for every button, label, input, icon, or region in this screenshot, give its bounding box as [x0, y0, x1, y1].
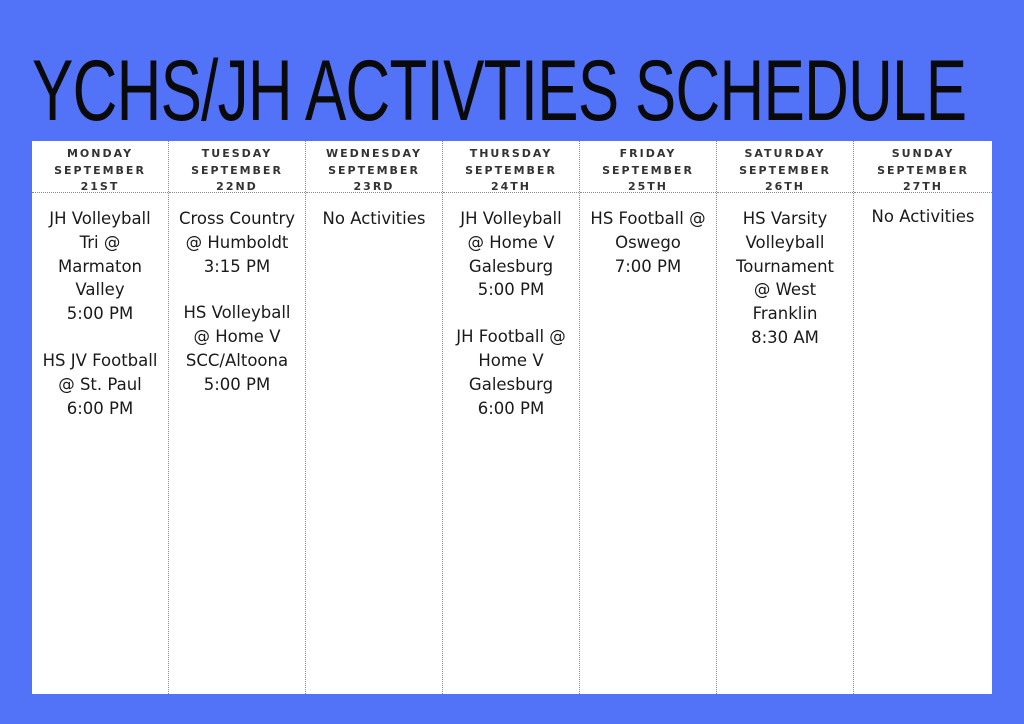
- day-header: [717, 141, 853, 193]
- event-line: JH Football @: [456, 327, 566, 347]
- day-month: SEPTEMBER: [54, 163, 146, 177]
- event-line: 6:00 PM: [66, 398, 134, 418]
- day-month: SEPTEMBER: [328, 163, 420, 177]
- day-column-wednesday: [306, 141, 443, 694]
- day-name: WEDNESDAY: [326, 147, 422, 160]
- event-line: 7:00 PM: [614, 256, 682, 276]
- event-line: JH Volleyball: [49, 209, 151, 228]
- day-date: 23RD: [353, 180, 395, 193]
- day-name: TUESDAY: [201, 147, 273, 160]
- event-line: Galesburg: [468, 256, 554, 276]
- day-column-sunday: [854, 141, 992, 694]
- day-events: [580, 193, 716, 278]
- event-line: Galesburg: [468, 374, 554, 394]
- event-item: [717, 207, 853, 350]
- day-column-thursday: [443, 141, 580, 694]
- schedule-board: [32, 141, 992, 694]
- event-item: [580, 207, 716, 278]
- day-events: [443, 193, 579, 420]
- event-line: 3:15 PM: [203, 256, 271, 276]
- day-month: SEPTEMBER: [877, 163, 969, 177]
- day-name: MONDAY: [66, 147, 134, 160]
- event-line: HS JV Football: [42, 350, 158, 370]
- event-line: 5:00 PM: [203, 374, 271, 394]
- day-date: 24TH: [490, 180, 532, 193]
- day-name: THURSDAY: [469, 147, 553, 160]
- event-line: 8:30 AM: [751, 327, 819, 347]
- day-header: [306, 141, 442, 193]
- event-item: [169, 301, 305, 396]
- day-header: [580, 141, 716, 193]
- event-item: [854, 205, 992, 229]
- day-header: [169, 141, 305, 193]
- event-line: 5:00 PM: [477, 280, 545, 300]
- event-line: HS Varsity: [742, 209, 828, 228]
- day-header: [854, 141, 992, 193]
- event-line: HS Football @: [590, 209, 706, 228]
- day-date: 27TH: [902, 180, 944, 193]
- event-line: @ West: [753, 280, 817, 300]
- event-line: Valley: [75, 280, 125, 300]
- day-date: 26TH: [764, 180, 806, 193]
- event-line: @ Home V: [193, 327, 281, 347]
- event-line: JH Volleyball: [460, 209, 562, 228]
- event-line: Cross Country: [178, 209, 296, 228]
- event-line: @ Humboldt: [185, 232, 289, 252]
- day-name: SATURDAY: [744, 147, 826, 160]
- day-date: 25TH: [627, 180, 669, 193]
- schedule-title: YCHS/JH ACTIVTIES SCHEDULE: [32, 43, 967, 139]
- event-line: 6:00 PM: [477, 398, 545, 418]
- event-item: [306, 207, 442, 231]
- day-column-saturday: [717, 141, 854, 694]
- day-name: FRIDAY: [619, 147, 677, 160]
- day-name: SUNDAY: [891, 147, 955, 160]
- event-line: Marmaton: [57, 256, 143, 276]
- day-column-tuesday: [169, 141, 306, 694]
- day-header: [32, 141, 168, 193]
- event-line: HS Volleyball: [183, 303, 291, 323]
- event-line: Tournament: [735, 256, 835, 276]
- event-line: Tri @: [79, 232, 121, 252]
- event-line: Franklin: [752, 304, 818, 324]
- day-events: [717, 193, 853, 350]
- day-events: [854, 193, 992, 229]
- event-item: [169, 207, 305, 278]
- day-column-friday: [580, 141, 717, 694]
- event-line: Volleyball: [745, 232, 825, 252]
- day-month: SEPTEMBER: [739, 163, 831, 177]
- event-line: @ St. Paul: [58, 374, 142, 394]
- event-item: [443, 325, 579, 420]
- day-column-monday: [32, 141, 169, 694]
- event-line: SCC/Altoona: [185, 350, 289, 370]
- event-line: 5:00 PM: [66, 304, 134, 324]
- day-month: SEPTEMBER: [465, 163, 557, 177]
- event-line: No Activities: [871, 207, 975, 226]
- event-line: @ Home V: [467, 232, 555, 252]
- event-line: Home V: [478, 350, 544, 370]
- day-events: [32, 193, 168, 420]
- event-item: [443, 207, 579, 302]
- event-line: No Activities: [322, 209, 426, 228]
- event-item: [32, 207, 168, 326]
- day-date: 22ND: [216, 180, 258, 193]
- event-line: Oswego: [615, 232, 681, 252]
- day-date: 21ST: [80, 180, 120, 193]
- day-month: SEPTEMBER: [191, 163, 283, 177]
- day-month: SEPTEMBER: [602, 163, 694, 177]
- day-events: [306, 193, 442, 231]
- event-item: [32, 349, 168, 420]
- day-events: [169, 193, 305, 397]
- day-header: [443, 141, 579, 193]
